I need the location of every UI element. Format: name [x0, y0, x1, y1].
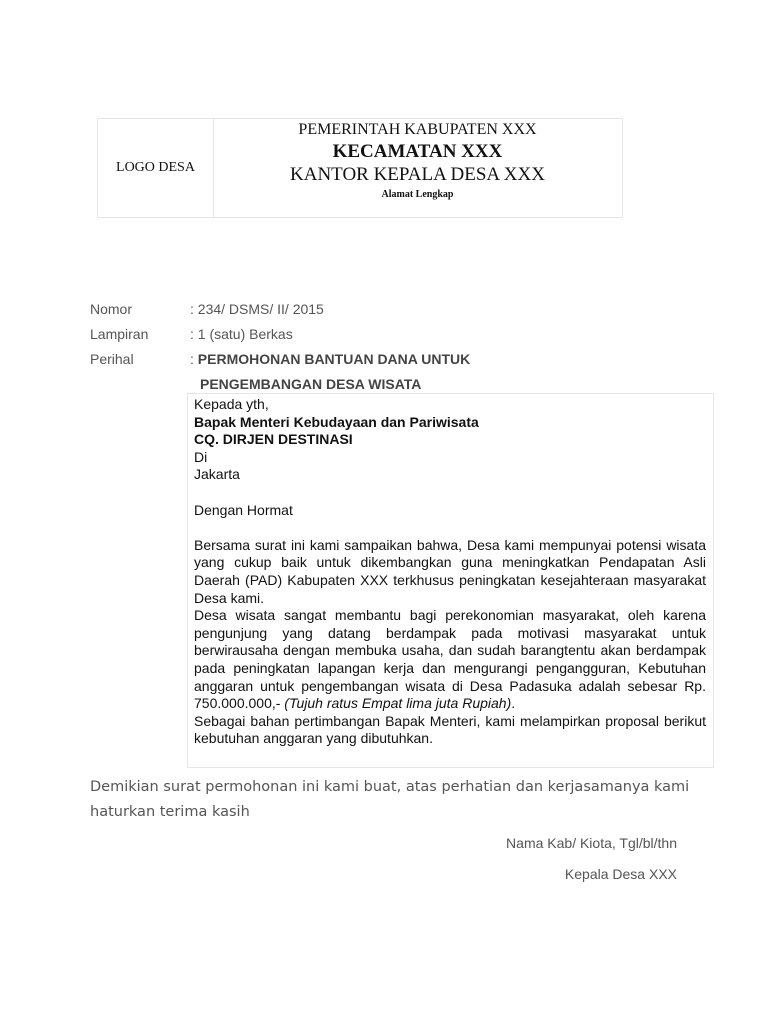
lampiran-value: : 1 (satu) Berkas: [190, 326, 293, 342]
paragraph-2-text: Desa wisata sangat membantu bagi perekonomian masyarakat, oleh karena pengunjung yang datang berdampak pada motivasi masyarakat untuk berwirausaha dengan membuka usaha, dan sudah barangtentu akan berdampak pada peningkatan lapangan kerja dan mengurangi pengangguran, Kebutuhan anggaran untuk pengembangan wisata di Desa Padasuka adalah sebesar Rp. 750.000.000,-: [194, 607, 706, 712]
perihal-label: Perihal: [90, 351, 134, 367]
letter-paragraph-2: [194, 607, 706, 713]
perihal-subject-line1: PERMOHONAN BANTUAN DANA UNTUK: [197, 351, 471, 367]
amount-in-words: (Tujuh ratus Empat lima juta Rupiah): [284, 695, 512, 712]
letter-salutation: Dengan Hormat: [194, 501, 293, 518]
perihal-colon: :: [190, 351, 194, 367]
perihal-value: [190, 351, 470, 367]
district-title: KECAMATAN XXX: [332, 141, 503, 162]
closing-paragraph: Demikian surat permohonan ini kami buat, atas perhatian dan kerjasamanya kami haturkan terima kasih: [90, 779, 690, 820]
recipient-cq: CQ. DIRJEN DESTINASI: [194, 431, 353, 448]
letterhead-titles: [213, 119, 622, 217]
logo-placeholder: LOGO DESA: [98, 119, 214, 217]
letter-di: Di: [194, 448, 208, 465]
letterhead: [97, 118, 623, 218]
government-title: PEMERINTAH KABUPATEN XXX: [298, 121, 537, 138]
nomor-value: : 234/ DSMS/ II/ 2015: [190, 301, 324, 317]
nomor-label: Nomor: [90, 301, 133, 317]
recipient-name: Bapak Menteri Kebudayaan dan Pariwisata: [194, 413, 479, 430]
signer-title: Kepala Desa XXX: [564, 866, 677, 882]
recipient-city: Jakarta: [194, 466, 240, 483]
letter-paragraph-1: Bersama surat ini kami sampaikan bahwa, Desa kami mempunyai potensi wisata yang cukup baik untuk dikembangkan guna meningkatkan Pendapatan Asli Daerah (PAD) Kabupaten XXX terkhusus peningkatan kesejahteraan masyarakat Desa kami.: [194, 536, 706, 606]
letter-greeting: Kepada yth,: [194, 396, 269, 412]
place-date: Nama Kab/ Kiota, Tgl/bl/thn: [506, 835, 677, 851]
office-title: KANTOR KEPALA DESA XXX: [290, 164, 545, 185]
paragraph-2-end: .: [511, 695, 516, 712]
perihal-subject-line2: PENGEMBANGAN DESA WISATA: [200, 376, 422, 392]
address-line: Alamat Lengkap: [381, 189, 454, 200]
lampiran-label: Lampiran: [90, 326, 149, 342]
letter-paragraph-3: Sebagai bahan pertimbangan Bapak Menteri, kami melampirkan proposal berikut kebutuhan anggaran yang dibutuhkan.: [194, 712, 706, 747]
letter-body: [187, 393, 714, 768]
